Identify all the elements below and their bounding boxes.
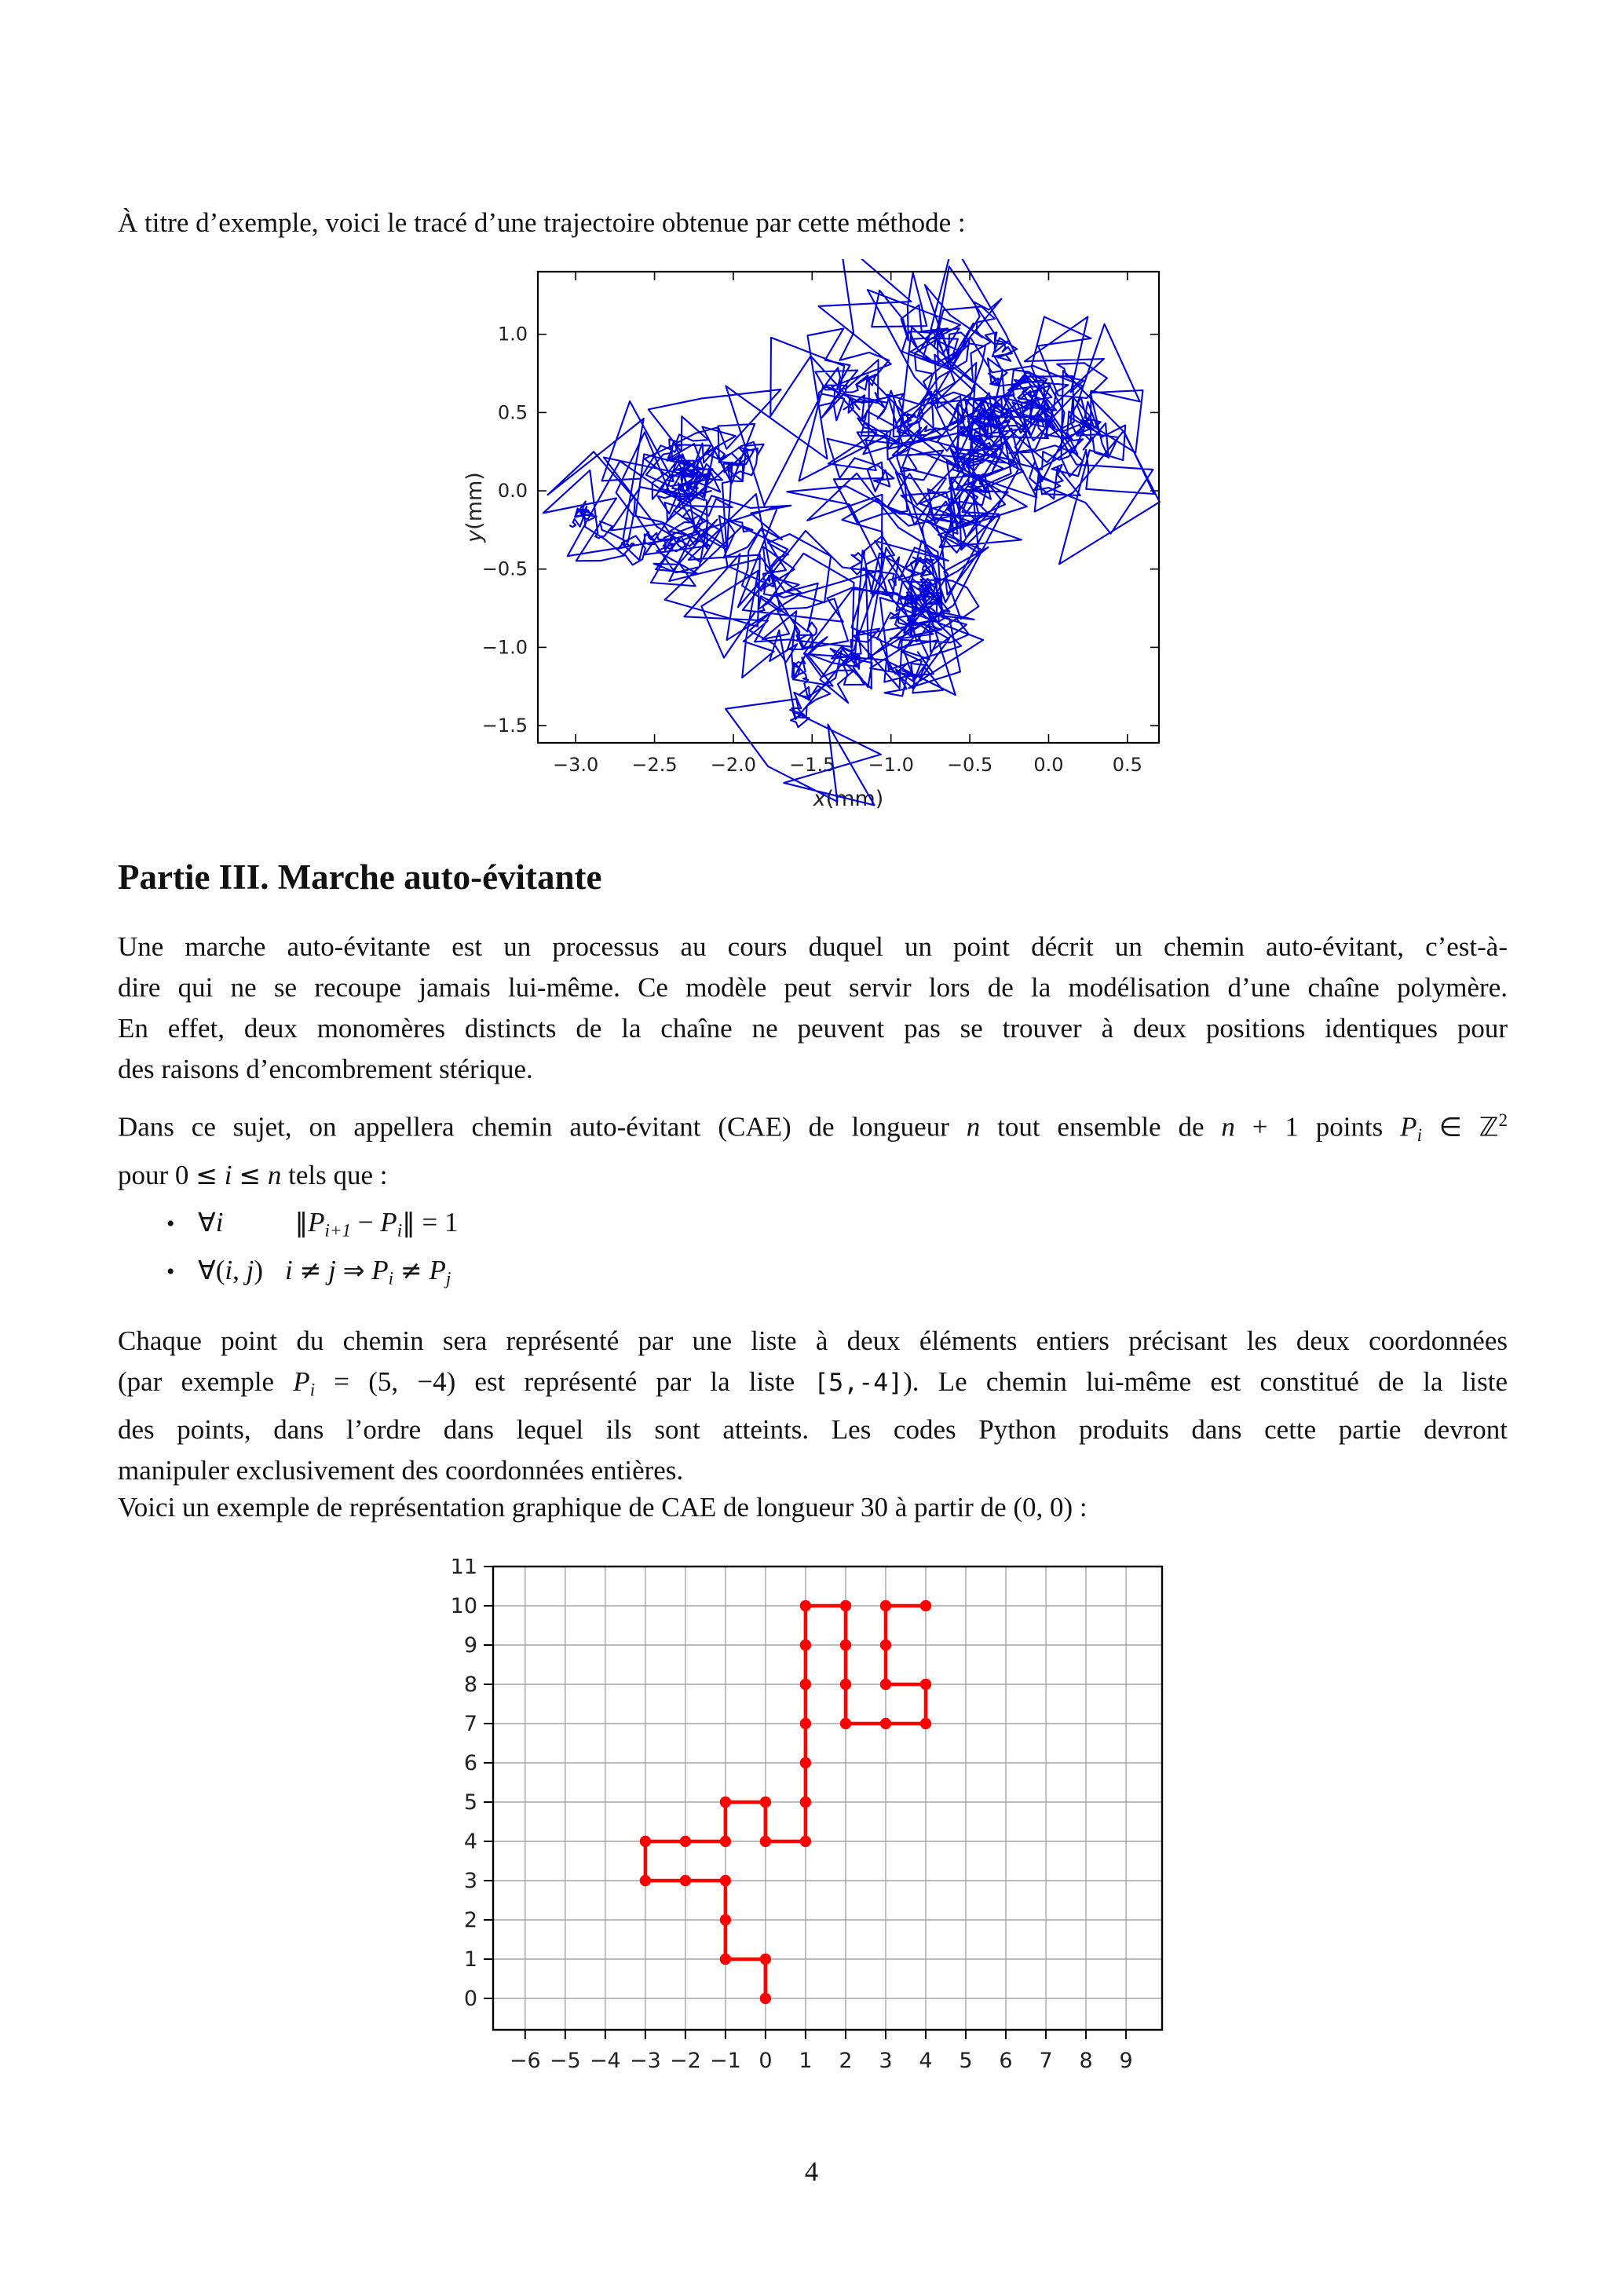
paragraph-definition: Une marche auto-évitante est un processus au cours duquel un point décrit un chemin auto-évitant, c’est-à- dire qui ne se recoupe jamais lui-même. Ce modèle peut servir lors de la modélisation d’une chaîne polymère. En effet, deux monomères distincts de la chaîne ne peuvent pas se trouver à deux positions identiques pour des raisons d’encombrement stérique.: [118, 931, 1508, 1084]
paragraph-representation: Chaque point du chemin sera représenté par une liste à deux éléments entiers précisant les deux coordonnées (par exemple Pi = (5, −4) est représenté par la liste [5,-4]). Le chemin lui-même est constitué de la liste des points, dans l’ordre dans lequel ils sont atteints. Les codes Python produits dans cette partie devront manipuler exclusivement des coordonnées entières.: [118, 1325, 1508, 1486]
svg-text:−5: −5: [549, 2049, 581, 2073]
svg-text:4: 4: [463, 1830, 477, 1854]
svg-text:10: 10: [450, 1594, 477, 1618]
bullet-icon: •: [166, 1211, 175, 1237]
svg-text:8: 8: [463, 1673, 477, 1697]
svg-text:9: 9: [463, 1633, 477, 1658]
grid-lines: [493, 1567, 1162, 2030]
y-axis-label: y(mm): [462, 472, 487, 543]
svg-text:1.0: 1.0: [497, 323, 528, 345]
x-tick-labels: [510, 2049, 1133, 2073]
svg-text:−2.5: −2.5: [631, 754, 678, 776]
svg-text:2: 2: [839, 2049, 853, 2073]
trajectory-figure: [440, 259, 1186, 809]
svg-text:7: 7: [1039, 2049, 1053, 2073]
svg-text:0.0: 0.0: [1033, 754, 1064, 776]
svg-text:6: 6: [463, 1751, 477, 1775]
svg-text:−2: −2: [669, 2049, 701, 2073]
bullet-step-condition: [166, 1204, 458, 1249]
bullet-formula-1: ∀i ‖Pi+1 − Pi‖ = 1: [198, 1207, 459, 1241]
svg-text:0.0: 0.0: [497, 480, 528, 503]
page-number: 4: [804, 2156, 819, 2187]
trajectory-chart: [440, 259, 1186, 809]
section-heading: Partie III. Marche auto-évitante: [118, 857, 602, 897]
svg-text:−0.5: −0.5: [481, 558, 528, 580]
svg-text:0.5: 0.5: [1112, 754, 1142, 776]
svg-text:8: 8: [1079, 2049, 1093, 2073]
svg-text:6: 6: [999, 2049, 1013, 2073]
svg-text:−6: −6: [509, 2049, 541, 2073]
svg-text:−4: −4: [589, 2049, 621, 2073]
svg-text:3: 3: [463, 1869, 477, 1893]
svg-text:0: 0: [463, 1987, 477, 2011]
svg-text:−0.5: −0.5: [946, 754, 993, 776]
svg-text:1: 1: [799, 2049, 813, 2073]
svg-text:4: 4: [919, 2049, 933, 2073]
svg-text:−3: −3: [629, 2049, 661, 2073]
svg-text:2: 2: [463, 1908, 477, 1932]
y-tick-labels: [451, 1559, 477, 2011]
svg-text:−1: −1: [709, 2049, 741, 2073]
svg-text:7: 7: [463, 1712, 477, 1736]
svg-text:5: 5: [959, 2049, 973, 2073]
svg-text:3: 3: [879, 2049, 893, 2073]
x-axis-label: x(mm): [813, 787, 884, 809]
svg-text:5: 5: [463, 1790, 477, 1815]
svg-text:0.5: 0.5: [497, 401, 528, 424]
svg-text:−1.5: −1.5: [789, 754, 835, 776]
svg-text:9: 9: [1119, 2049, 1133, 2073]
paragraph-cae: Dans ce sujet, on appellera chemin auto-évitant (CAE) de longueur n tout ensemble de n + 1 points Pi ∈ ℤ$^2$ pour 0 ≤ i ≤ n tels que :: [118, 1110, 1508, 1191]
svg-text:−3.0: −3.0: [553, 754, 599, 776]
svg-text:−1.0: −1.0: [481, 636, 528, 659]
svg-text:0: 0: [758, 2049, 773, 2073]
walk-chart: [440, 1559, 1193, 2100]
bullet-distinct-condition: [166, 1252, 451, 1296]
bullet-icon: •: [166, 1259, 175, 1285]
svg-text:11: 11: [450, 1559, 477, 1579]
svg-text:−1.5: −1.5: [481, 715, 528, 737]
y-tick-labels: [482, 324, 528, 737]
walk-figure: [440, 1559, 1193, 2100]
svg-text:1: 1: [463, 1947, 477, 1972]
svg-text:−2.0: −2.0: [710, 754, 757, 776]
intro-paragraph: À titre d’exemple, voici le tracé d’une trajectoire obtenue par cette méthode :: [118, 207, 966, 238]
plot-frame: [493, 1567, 1162, 2030]
trajectory-path: [543, 259, 1160, 806]
bullet-formula-2: ∀(i, j) i ≠ j ⇒ Pi ≠ Pj: [198, 1255, 451, 1289]
svg-text:−1.0: −1.0: [868, 754, 914, 776]
paragraph-example: Voici un exemple de représentation graphique de CAE de longueur 30 à partir de (0, 0) :: [118, 1492, 1087, 1523]
